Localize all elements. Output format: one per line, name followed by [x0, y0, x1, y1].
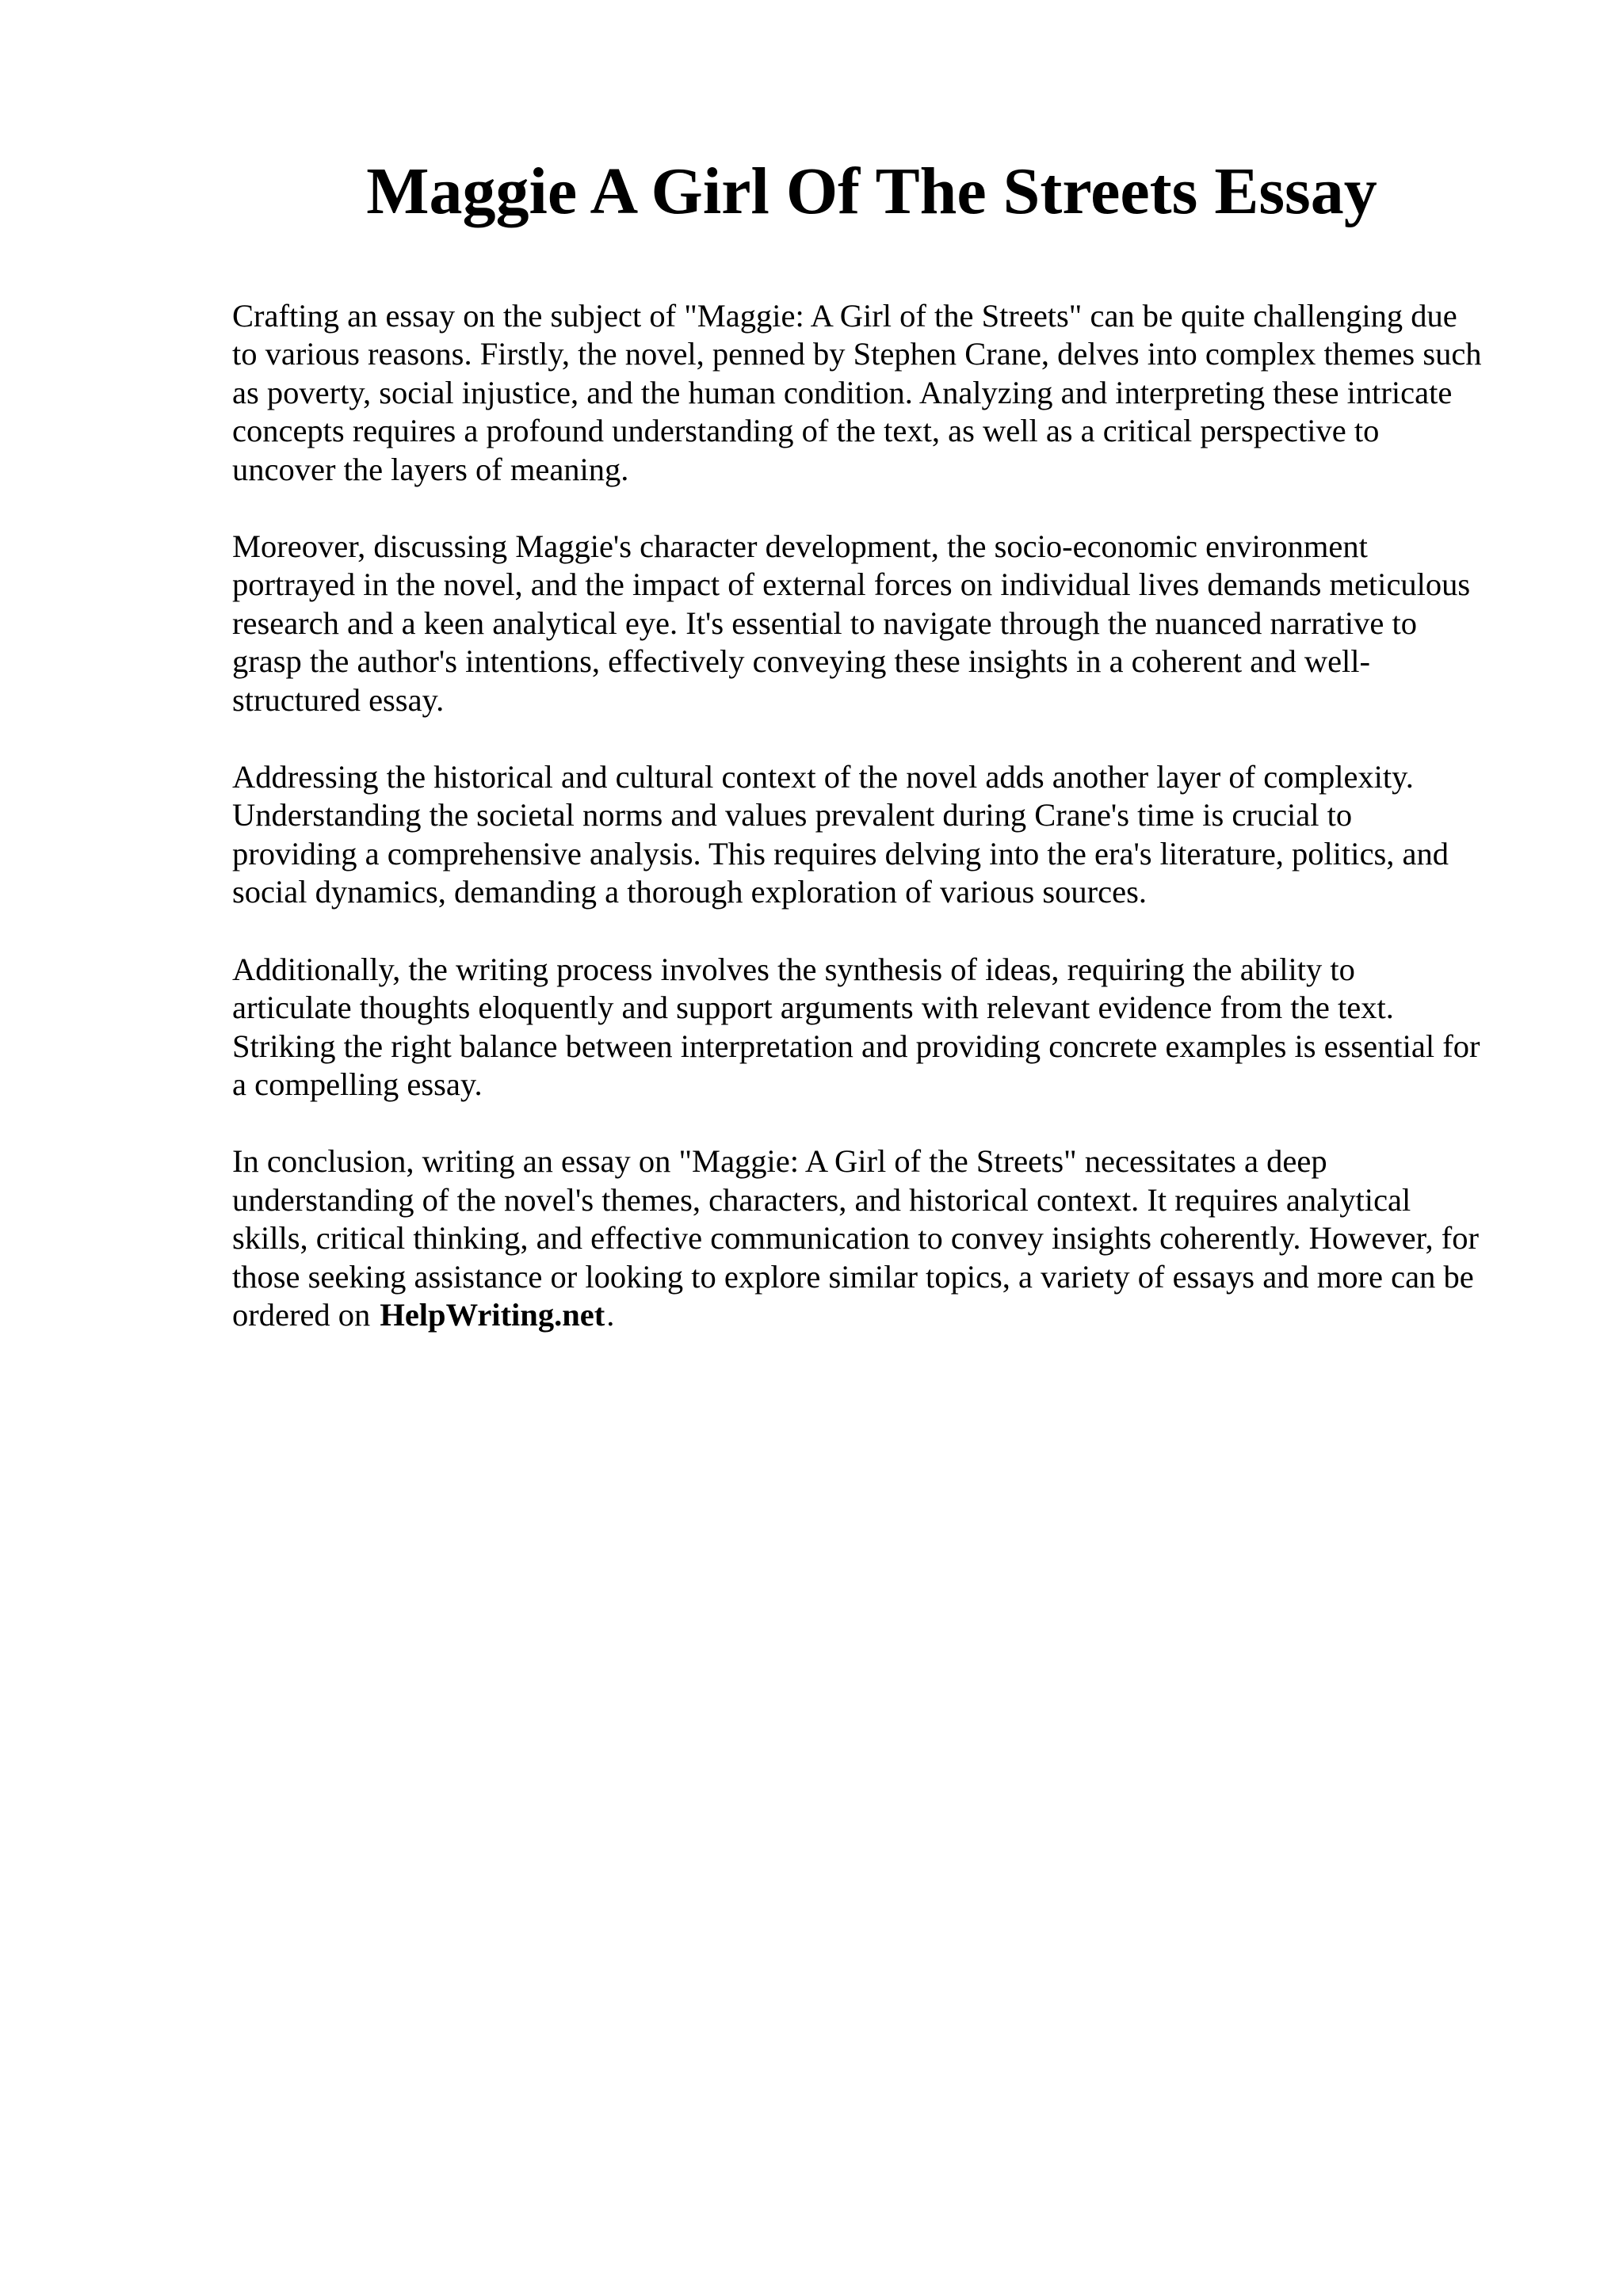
text-line: structured essay. [232, 681, 445, 718]
paragraph-1 [232, 297, 1532, 489]
text-line: social dynamics, demanding a thorough exploration of various sources. [232, 874, 1147, 910]
text-line: Additionally, the writing process involves the synthesis of ideas, requiring the ability to [232, 951, 1355, 987]
text-line: understanding of the novel's themes, characters, and historical context. It requires analytical [232, 1181, 1411, 1218]
text-line: articulate thoughts eloquently and support arguments with relevant evidence from the text. [232, 990, 1394, 1026]
text-line: Crafting an essay on the subject of "Maggie: A Girl of the Streets" can be quite challenging due [232, 298, 1457, 334]
text-line: a compelling essay. [232, 1066, 483, 1102]
text-line: uncover the layers of meaning. [232, 451, 629, 487]
text-line: those seeking assistance or looking to explore similar topics, a variety of essays and more can be [232, 1258, 1474, 1295]
paragraph-3 [232, 758, 1532, 912]
text-line: portrayed in the novel, and the impact of external forces on individual lives demands meticulous [232, 566, 1471, 603]
paragraph-2 [232, 528, 1532, 719]
text-line: grasp the author's intentions, effectively conveying these insights in a coherent and well- [232, 643, 1371, 680]
text-line: as poverty, social injustice, and the human condition. Analyzing and interpreting these intricate [232, 374, 1453, 410]
text-line: skills, critical thinking, and effective communication to convey insights coherently. However, for [232, 1220, 1479, 1257]
text-line: research and a keen analytical eye. It's essential to navigate through the nuanced narrative to [232, 605, 1418, 641]
document-title: Maggie A Girl Of The Streets Essay [366, 154, 1377, 228]
text-line: Addressing the historical and cultural context of the novel adds another layer of complexity. [232, 759, 1414, 795]
final-line-prefix: ordered on [232, 1296, 371, 1333]
text-line: concepts requires a profound understanding of the text, as well as a critical perspective to [232, 413, 1380, 449]
helpwriting-link[interactable]: HelpWriting.net [380, 1296, 605, 1333]
paragraph-4 [232, 951, 1532, 1104]
paragraph-5 [232, 1142, 1532, 1334]
text-line: to various reasons. Firstly, the novel, penned by Stephen Crane, delves into complex themes such [232, 336, 1482, 372]
text-line: Striking the right balance between interpretation and providing concrete examples is essential for [232, 1028, 1480, 1064]
final-line [232, 1296, 1532, 1334]
text-line: Understanding the societal norms and values prevalent during Crane's time is crucial to [232, 797, 1353, 833]
text-line: Moreover, discussing Maggie's character development, the socio-economic environment [232, 528, 1368, 565]
text-line: providing a comprehensive analysis. This requires delving into the era's literature, politics, and [232, 835, 1449, 871]
essay-body [232, 297, 1532, 1373]
final-line-suffix: . [606, 1296, 615, 1333]
text-line: In conclusion, writing an essay on "Maggie: A Girl of the Streets" necessitates a deep [232, 1143, 1327, 1180]
